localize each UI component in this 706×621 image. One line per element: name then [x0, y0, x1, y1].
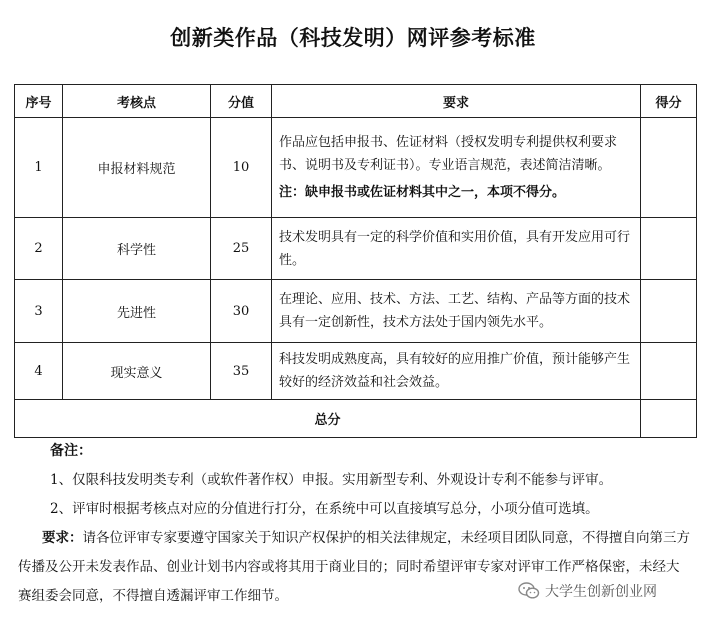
notes-section	[50, 440, 700, 517]
requirement-body: 请各位评审专家要遵守国家关于知识产权保护的相关法律规定，未经项目团队同意，不得擅自向第三方传播及公开未发表作品、创业计划书内容或将其用于商业目的；同时希望评审专家对评审工作严格保密，未经大赛组委会同意，不得擅自透漏评审工作细节。	[18, 530, 690, 604]
row-got-cell	[641, 343, 697, 400]
header-got: 得分	[641, 85, 697, 118]
row-got-cell	[641, 218, 697, 280]
row-got-cell	[641, 280, 697, 343]
row-no: 1	[15, 118, 63, 218]
row-requirement	[272, 118, 641, 218]
table-row	[15, 343, 697, 400]
watermark-text: 大学生创新创业网	[545, 584, 657, 600]
header-requirement: 要求	[272, 85, 641, 118]
requirement-label: 要求：	[42, 530, 83, 546]
row-no: 4	[15, 343, 63, 400]
row-score: 10	[211, 118, 272, 218]
total-label: 总分	[15, 400, 641, 438]
criteria-table	[14, 84, 697, 438]
page-title: 创新类作品（科技发明）网评参考标准	[170, 26, 536, 50]
table-row	[15, 218, 697, 280]
note-item: 1、仅限科技发明类专利（或软件著作权）申报。实用新型专利、外观设计专利不能参与评审。	[50, 472, 613, 488]
table-header-row	[15, 85, 697, 118]
table-row	[15, 118, 697, 218]
header-no: 序号	[15, 85, 63, 118]
note-item: 2、评审时根据考核点对应的分值进行打分，在系统中可以直接填写总分，小项分值可选填。	[50, 501, 599, 517]
wechat-icon	[518, 582, 540, 600]
header-item: 考核点	[63, 85, 211, 118]
row-no: 3	[15, 280, 63, 343]
row-no: 2	[15, 218, 63, 280]
row-score: 25	[211, 218, 272, 280]
header-score: 分值	[211, 85, 272, 118]
total-row	[15, 400, 697, 438]
row-requirement: 科技发明成熟度高，具有较好的应用推广价值，预计能够产生较好的经济效益和社会效益。	[272, 343, 641, 400]
row-requirement: 技术发明具有一定的科学价值和实用价值，具有开发应用可行性。	[272, 218, 641, 280]
row-score: 35	[211, 343, 272, 400]
notes-heading: 备注：	[50, 443, 92, 459]
row-score: 30	[211, 280, 272, 343]
row-item: 现实意义	[63, 343, 211, 400]
row-got-cell	[641, 118, 697, 218]
row-item: 先进性	[63, 280, 211, 343]
requirement-text: 作品应包括申报书、佐证材料（授权发明专利提供权利要求书、说明书及专利证书）。专业语言规范，表述简洁清晰。	[279, 135, 618, 173]
total-value-cell	[641, 400, 697, 438]
row-requirement: 在理论、应用、技术、方法、工艺、结构、产品等方面的技术具有一定创新性，技术方法处于国内领先水平。	[272, 280, 641, 343]
row-item: 科学性	[63, 218, 211, 280]
watermark	[514, 579, 661, 603]
row-item: 申报材料规范	[63, 118, 211, 218]
requirement-note: 注：缺申报书或佐证材料其中之一，本项不得分。	[279, 185, 566, 200]
table-row	[15, 280, 697, 343]
